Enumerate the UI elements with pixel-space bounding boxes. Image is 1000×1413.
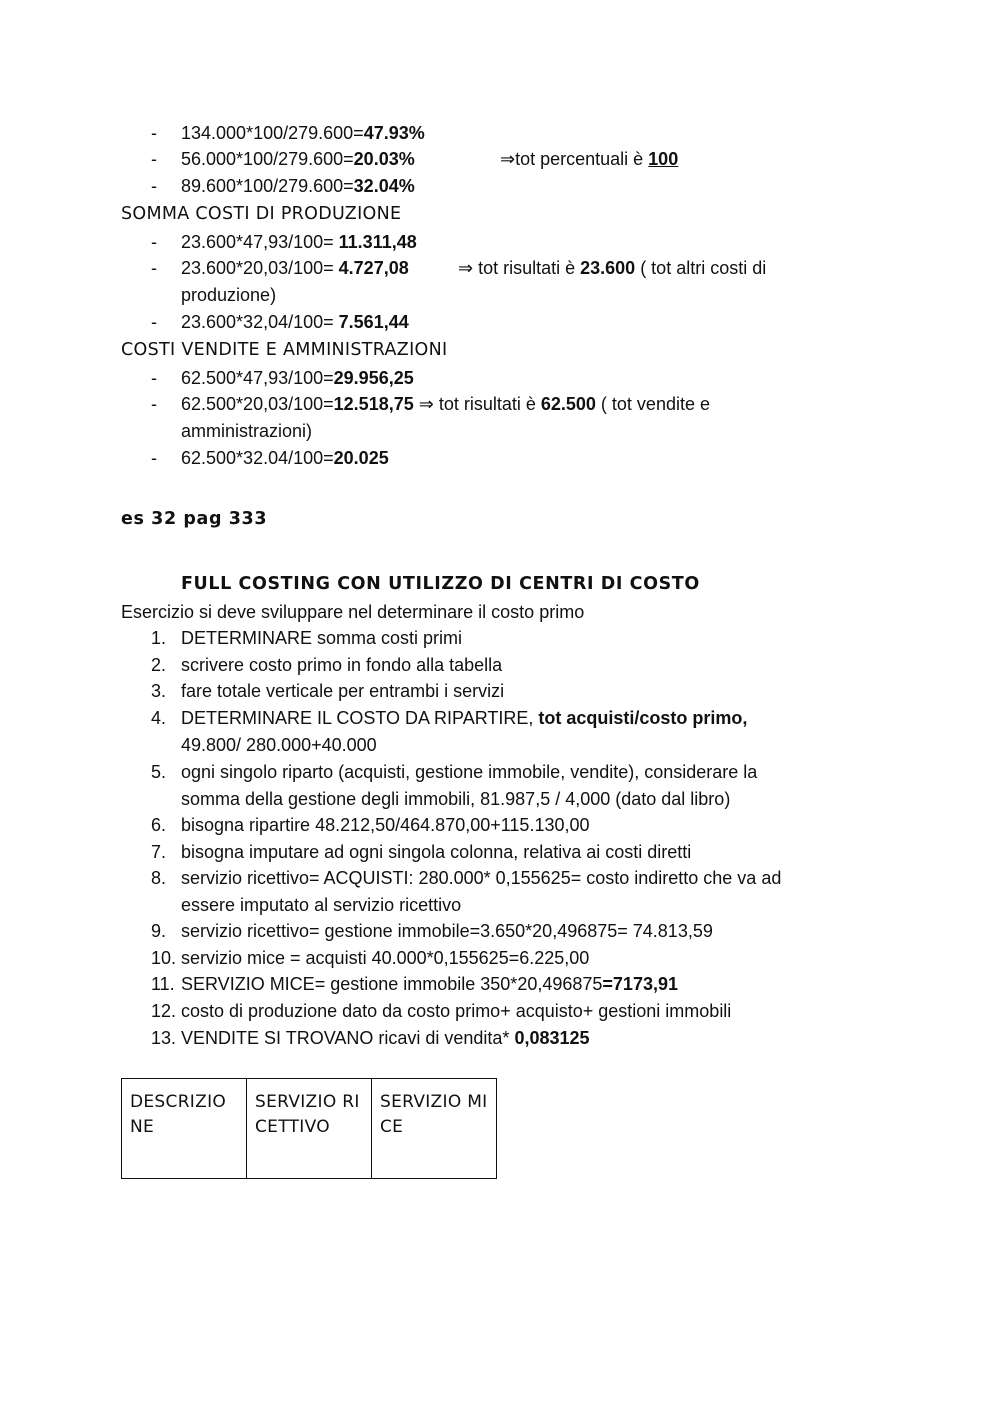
dash-bullet: - — [151, 232, 157, 252]
dash-bullet: - — [151, 258, 157, 278]
section-heading: SOMMA COSTI DI PRODUZIONE — [121, 204, 402, 224]
list-text: 23.600*20,03/100= 4.727,08 — [181, 258, 409, 278]
dash-bullet: - — [151, 394, 157, 414]
table-header-cell: SERVIZIO MICE — [372, 1079, 497, 1179]
section-title: FULL COSTING CON UTILIZZO DI CENTRI DI COSTO — [181, 574, 700, 594]
table-header-cell: SERVIZIO RICETTIVO — [247, 1079, 372, 1179]
dash-bullet: - — [151, 312, 157, 332]
exercise-reference: es 32 pag 333 — [121, 509, 268, 529]
note-text: ⇒tot percentuali è 100 — [500, 149, 679, 169]
list-text: 62.500*47,93/100=29.956,25 — [181, 368, 414, 388]
list-text: 23.600*32,04/100= 7.561,44 — [181, 312, 409, 332]
table-header-cell: DESCRIZIONE — [122, 1079, 247, 1179]
dash-bullet: - — [151, 123, 157, 143]
list-text: 62.500*32.04/100=20.025 — [181, 448, 389, 468]
list-text: 134.000*100/279.600=47.93% — [181, 123, 425, 143]
intro-text: Esercizio si deve sviluppare nel determinare il costo primo — [121, 602, 585, 622]
list-text: 23.600*47,93/100= 11.311,48 — [181, 232, 417, 252]
note-text: ⇒ tot risultati è 23.600 ( tot altri costi di — [458, 258, 767, 278]
dash-bullet: - — [151, 448, 157, 468]
dash-bullet: - — [151, 149, 157, 169]
section-heading: COSTI VENDITE E AMMINISTRAZIONI — [121, 340, 448, 360]
list-text: 89.600*100/279.600=32.04% — [181, 176, 415, 196]
list-text: 62.500*20,03/100=12.518,75 ⇒ tot risultati è 62.500 ( tot vendite e — [181, 394, 710, 414]
dash-bullet: - — [151, 368, 157, 388]
document-page: - 134.000*100/279.600=47.93% - 56.000*100/279.600=20.03% ⇒tot percentuali è 100 - 89.600*100/279.600=32.04% SOMMA COSTI DI PRODUZIONE - 23.600*47,93/100= 11.311,48 - 23.600*20,03/100= 4.727,08 ⇒ tot risultati è 23.600 ( tot altri costi di produzione) - 23.600*32,04/100= 7.561,44 COSTI VENDITE E AMMINISTRAZIONI - 62.500*47,93/100=29.956,25 - 62.500*20,03/100=12.518,75 ⇒ tot risultati è 62.500 ( tot vendite e amministrazioni) - 62.500*32.04/100=20.025 es 32 pag 333 FULL COSTING CON UTILIZZO DI CENTRI DI COSTO Esercizio si deve sviluppare nel determinare il costo primo 1. DETERMINARE somma costi primi 2. scrivere costo primo in fondo alla tabella 3. fare totale verticale per entrambi i servizi 4. DETERMINARE IL COSTO DA RIPARTIRE, tot acquisti/costo primo, 49.800/ 280.000+40.000 5. ogni singolo riparto (acquisti, gestione immobile, vendite), considerare la somma della gestione degli immobili, 81.987,5 / 4,000 (dato dal libro) 6. bisogna ripartire 48.212,50/464.870,00+115.130,00 7. bisogna imputare ad ogni singola colonna, relativa ai costi diretti 8. servizio ricettivo= ACQUISTI: 280.000* 0,155625= costo indiretto che va ad essere imputato al servizio ricettivo 9. servizio ricettivo= gestione immobile=3.650*20,496875= 74.813,59 10. servizio mice = acquisti 40.000*0,155625=6.225,00 11. SERVIZIO MICE= gestione immobile 350*20,496875=7173,91 12. costo di produzione dato da costo primo+ acquisto+ gestioni immobili 13. VENDITE SI TROVANO ricavi di vendita* 0,083125 DESCRIZIONE SERVIZIO RICETTIVO SERVIZIO MICE — [0, 0, 1000, 1413]
list-text: 56.000*100/279.600=20.03% — [181, 149, 415, 169]
cost-table — [121, 1078, 497, 1179]
dash-bullet: - — [151, 176, 157, 196]
table-header-row — [122, 1079, 497, 1179]
